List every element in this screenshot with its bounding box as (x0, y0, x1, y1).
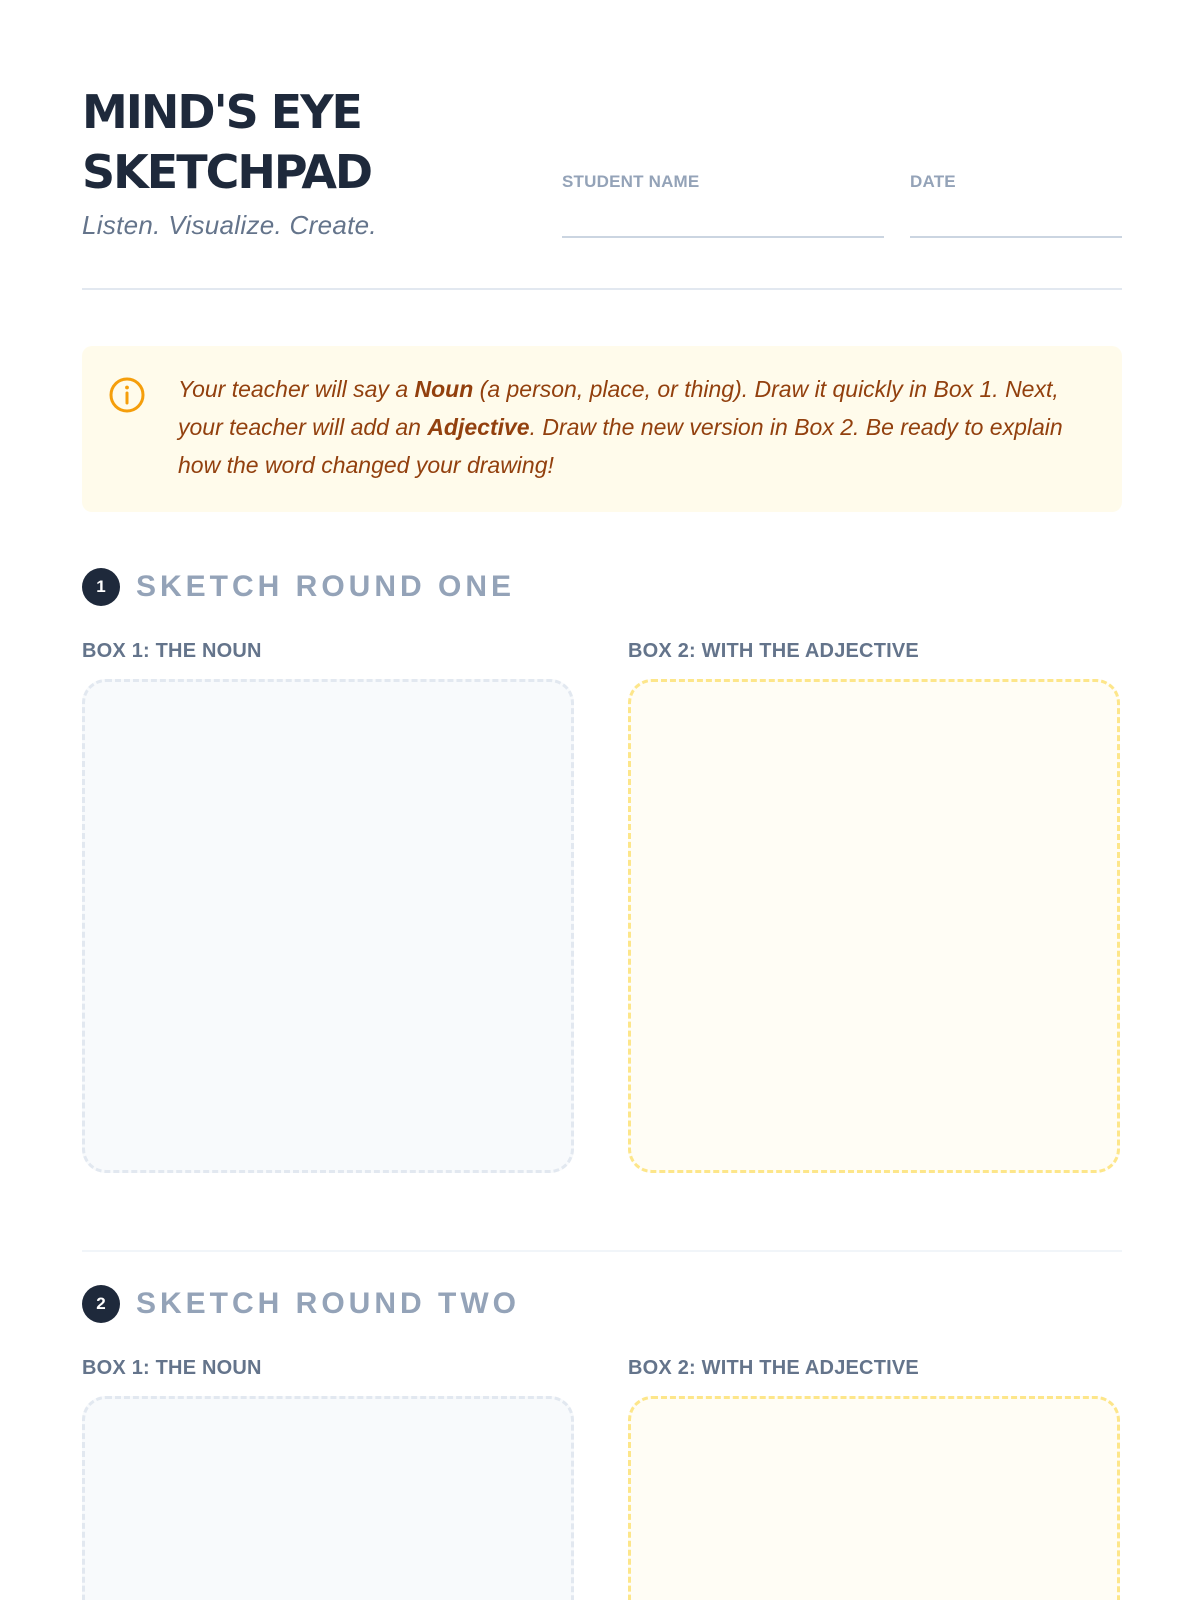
title-line-2: SKETCHPAD (82, 145, 372, 199)
adjective-keyword: Adjective (427, 414, 530, 440)
round-one-number-badge: 1 (82, 568, 120, 606)
info-icon (108, 376, 146, 414)
instructions-part-3: . Draw the new version in Box 2. Be ready to explain how the word changed your drawing! (178, 414, 1063, 478)
round-two-noun-sketch-area[interactable] (82, 1396, 574, 1600)
round-one-noun-sketch-area[interactable] (82, 679, 574, 1173)
round-two-number-badge: 2 (82, 1285, 120, 1323)
round-two-title: SKETCH ROUND TWO (136, 1287, 520, 1320)
round-two-heading (82, 1284, 520, 1324)
instructions-part-1: Your teacher will say a (178, 376, 415, 402)
worksheet-subtitle: Listen. Visualize. Create. (82, 210, 377, 240)
student-name-line[interactable] (562, 236, 884, 238)
instructions-part-2: (a person, place, or thing). Draw it quickly in Box 1. Next, your teacher will add an (178, 376, 1059, 440)
round-one-title: SKETCH ROUND ONE (136, 570, 516, 603)
round-divider (82, 1250, 1122, 1252)
round-two-box2-label: BOX 2: WITH THE ADJECTIVE (628, 1357, 919, 1379)
date-label: DATE (910, 172, 956, 191)
round-two-box1-label: BOX 1: THE NOUN (82, 1357, 262, 1379)
student-name-field[interactable] (562, 172, 884, 238)
date-field[interactable] (910, 172, 1122, 238)
noun-keyword: Noun (414, 376, 474, 402)
worksheet-header (82, 82, 1122, 290)
instructions-text (178, 370, 1092, 484)
student-name-label: STUDENT NAME (562, 172, 700, 191)
title-line-1: MIND'S EYE (82, 85, 361, 139)
round-one-adjective-sketch-area[interactable] (628, 679, 1120, 1173)
round-two-adjective-sketch-area[interactable] (628, 1396, 1120, 1600)
round-one-box1-label: BOX 1: THE NOUN (82, 640, 262, 662)
worksheet-title (82, 82, 371, 202)
date-line[interactable] (910, 236, 1122, 238)
round-one-box2-label: BOX 2: WITH THE ADJECTIVE (628, 640, 919, 662)
instructions-box (82, 346, 1122, 512)
round-one-heading (82, 567, 515, 607)
